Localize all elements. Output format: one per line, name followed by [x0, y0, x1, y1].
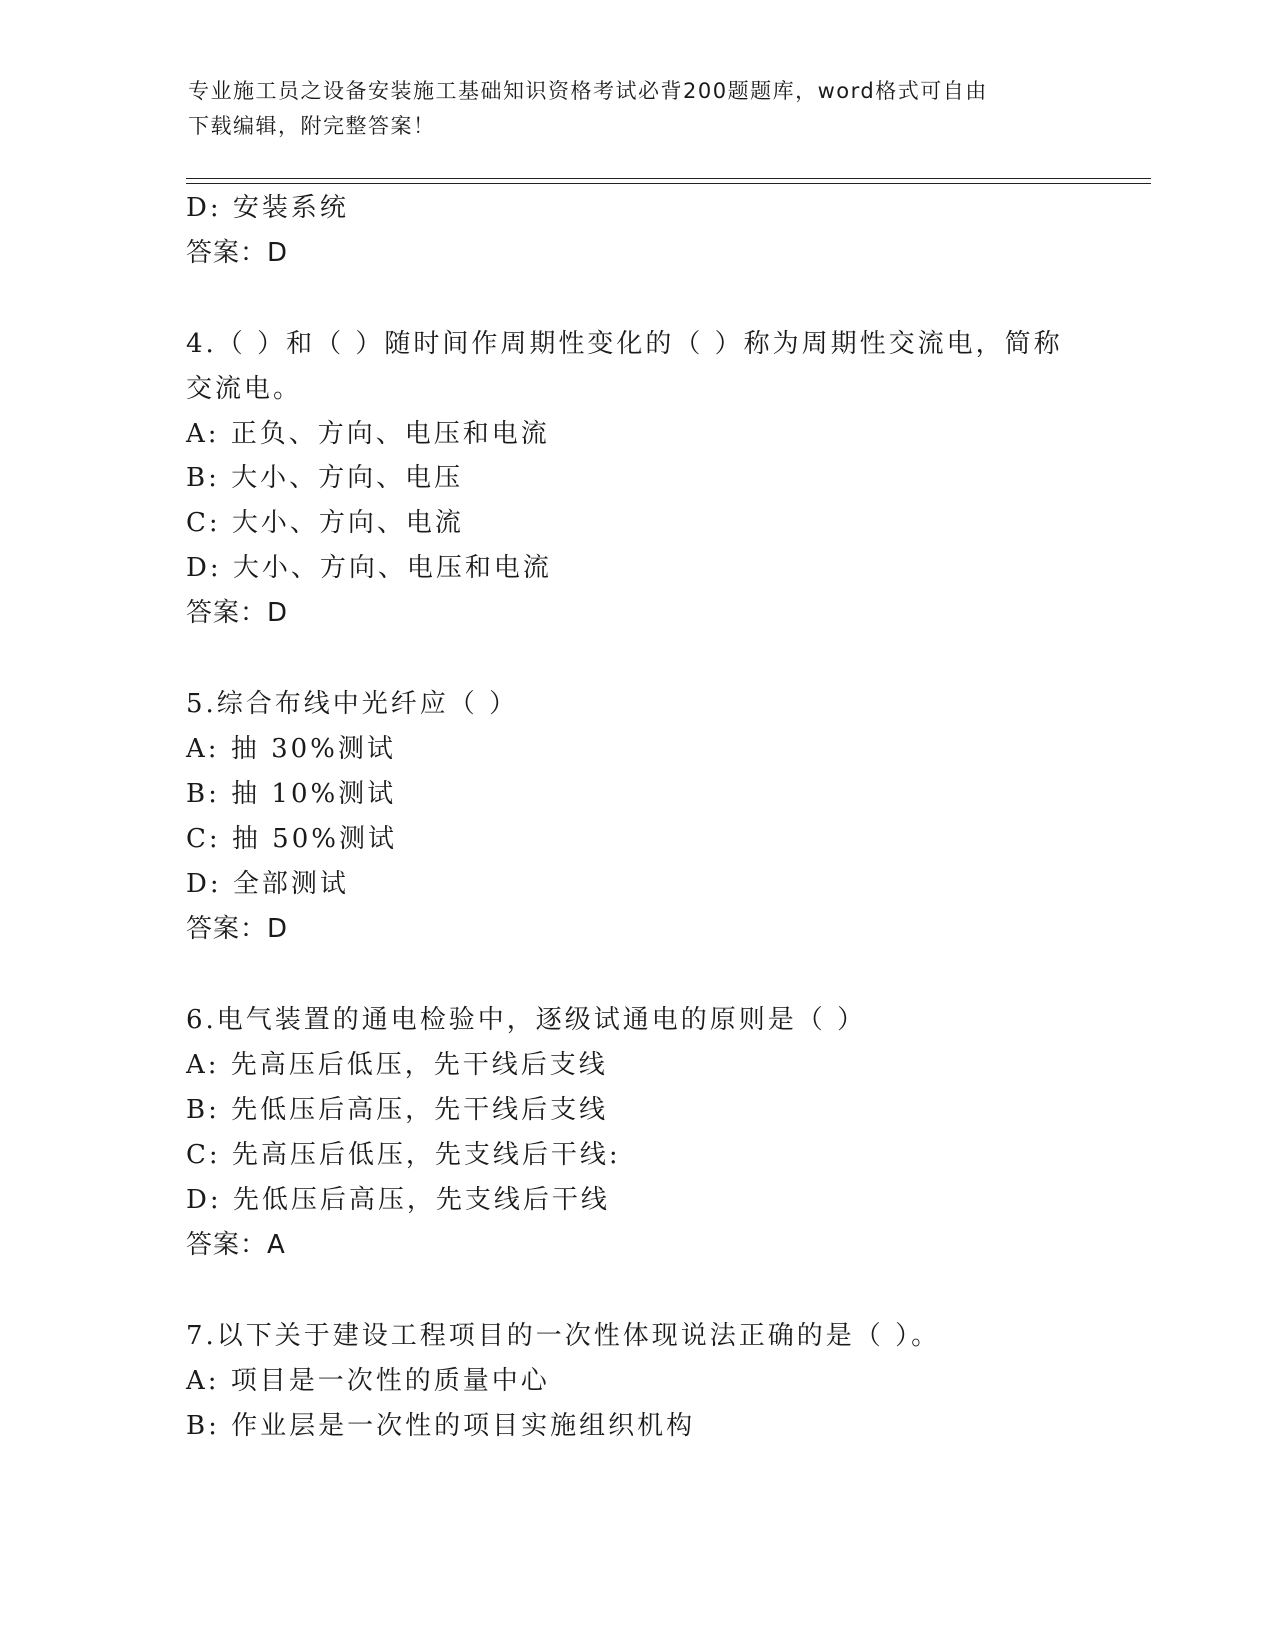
q7-option-b: B: 作业层是一次性的项目实施组织机构 — [186, 1411, 696, 1441]
q6-stem: 6.电气装置的通电检验中，逐级试通电的原则是（ ） — [186, 1005, 867, 1035]
q6-option-c: C: 先高压后低压，先支线后干线: — [186, 1140, 621, 1170]
q6-option-d: D: 先低压后高压，先支线后干线 — [186, 1185, 610, 1215]
q3-answer: 答案：D — [186, 238, 289, 268]
q5-stem: 5.综合布线中光纤应（ ） — [186, 689, 519, 719]
q5-answer: 答案：D — [186, 914, 289, 944]
header-divider-top — [186, 178, 1151, 179]
header-title-line-2: 下载编辑，附完整答案！ — [188, 114, 436, 138]
q6-option-b: B: 先低压后高压，先干线后支线 — [186, 1095, 609, 1125]
q4-stem-line-2: 交流电。 — [186, 374, 303, 404]
q5-option-b: B: 抽 10%测试 — [186, 779, 397, 809]
q5-option-d: D: 全部测试 — [186, 869, 349, 899]
q5-option-c: C: 抽 50%测试 — [186, 824, 397, 854]
q4-answer: 答案：D — [186, 598, 289, 628]
q7-stem: 7.以下关于建设工程项目的一次性体现说法正确的是（ ）。 — [186, 1321, 941, 1351]
q4-stem-line-1: 4.（ ）和（ ）随时间作周期性变化的（ ）称为周期性交流电，简称 — [186, 329, 1063, 359]
q4-option-d: D: 大小、方向、电压和电流 — [186, 553, 552, 583]
q4-option-c: C: 大小、方向、电流 — [186, 508, 464, 538]
header-title-line-1: 专业施工员之设备安装施工基础知识资格考试必背200题题库，word格式可自由 — [188, 79, 988, 103]
q3-option-d: D: 安装系统 — [186, 193, 349, 223]
q6-option-a: A: 先高压后低压，先干线后支线 — [186, 1050, 608, 1080]
header-divider-bottom — [186, 183, 1151, 184]
q4-option-b: B: 大小、方向、电压 — [186, 463, 464, 493]
q7-option-a: A: 项目是一次性的质量中心 — [186, 1366, 550, 1396]
q6-answer: 答案：A — [186, 1230, 286, 1260]
q5-option-a: A: 抽 30%测试 — [186, 734, 396, 764]
document-header — [188, 74, 1068, 144]
q4-option-a: A: 正负、方向、电压和电流 — [186, 419, 550, 449]
